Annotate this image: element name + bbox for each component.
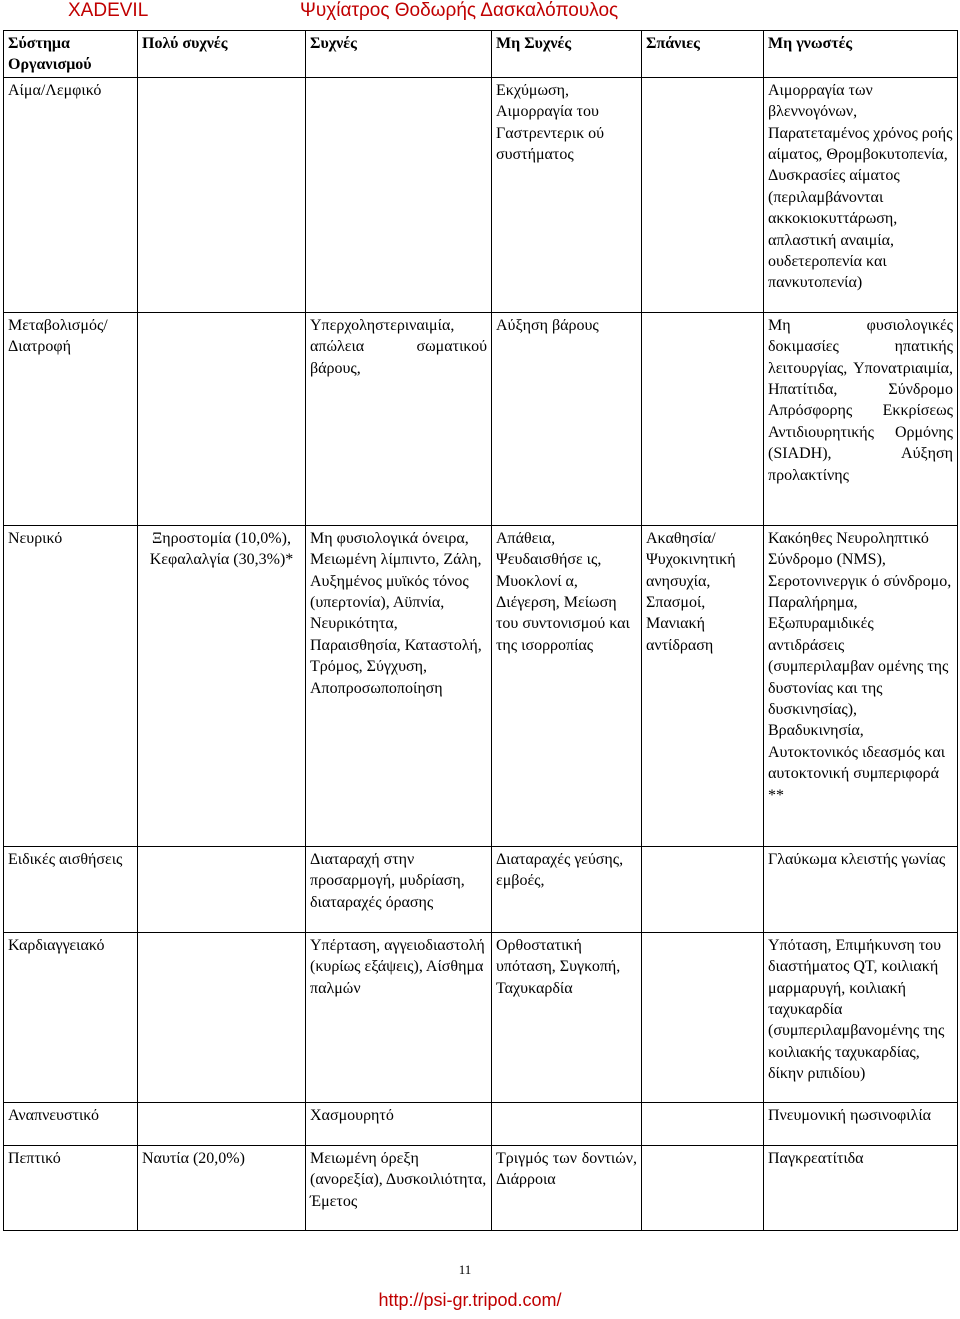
- cell-system: Καρδιαγγειακό: [4, 932, 138, 1102]
- table-row: [4, 312, 958, 525]
- cell-system: Αίμα/Λεμφικό: [4, 77, 138, 312]
- header-author: Ψυχίατρος Θοδωρής Δασκαλόπουλος: [300, 0, 619, 21]
- col-header-rare: Σπάνιες: [642, 31, 764, 78]
- cell-uncommon: Διαταραχές γεύσης, εμβοές,: [492, 846, 642, 932]
- cell-very-common: [138, 77, 306, 312]
- table-row: [4, 846, 958, 932]
- cell-uncommon: Ορθοστατική υπόταση, Συγκοπή, Ταχυκαρδία: [492, 932, 642, 1102]
- cell-common: Μειωμένη όρεξη (ανορεξία), Δυσκοιλιότητα, Έμετος: [306, 1145, 492, 1230]
- cell-system: Αναπνευστικό: [4, 1102, 138, 1145]
- cell-unknown: Παγκρεατίτιδα: [764, 1145, 958, 1230]
- col-header-system: Σύστημα Οργανισμού: [4, 31, 138, 78]
- cell-rare: [642, 1145, 764, 1230]
- cell-rare: [642, 77, 764, 312]
- cell-unknown: Αιμορραγία των βλεννογόνων, Παρατεταμένος χρόνος ροής αίματος, Θρομβοκυτοπενία, Δυσκρασίες αίματος (περιλαμβάνονται ακκοκιοκυττάρωση, απλαστική αναιμία, ουδετεροπενία και πανκυτοπενία): [764, 77, 958, 312]
- cell-rare: [642, 846, 764, 932]
- cell-rare: [642, 312, 764, 525]
- cell-very-common: [138, 846, 306, 932]
- cell-system: Νευρικό: [4, 525, 138, 846]
- cell-very-common: Ξηροστομία (10,0%), Κεφαλαλγία (30,3%)*: [138, 525, 306, 846]
- cell-uncommon: Εκχύμωση, Αιμορραγία του Γαστρεντερικ ού συστήματος: [492, 77, 642, 312]
- footer-url: http://psi-gr.tripod.com/: [378, 1290, 562, 1310]
- cell-unknown: Κακόηθες Νευροληπτικό Σύνδρομο (NMS), Σεροτονινεργικ ό σύνδρομο, Παραλήρημα, Εξωπυραμιδικές αντιδράσεις (συμπεριλαμβαν ομένης της δυστονίας και της δυσκινησίας), Βραδυκινησία, Αυτοκτονικός ιδεασμός και αυτοκτονική συμπεριφορά **: [764, 525, 958, 846]
- table-row: [4, 932, 958, 1102]
- page-number: 11: [458, 1262, 472, 1277]
- table-header-row: [4, 31, 958, 78]
- col-header-very-common: Πολύ συχνές: [138, 31, 306, 78]
- cell-common: Υπερχοληστεριναιμία, απώλεια σωματικού βάρους,: [306, 312, 492, 525]
- cell-rare: Ακαθησία/ Ψυχοκινητική ανησυχία, Σπασμοί, Μανιακή αντίδραση: [642, 525, 764, 846]
- cell-unknown: Μη φυσιολογικές δοκιμασίες ηπατικής λειτουργίας, Υπονατριαιμία, Ηπατίτιδα, Σύνδρομο Απρόσφορης Εκκρίσεως Αντιδιουρητικής Ορμόνης (SIADH), Αύξηση προλακτίνης: [764, 312, 958, 525]
- cell-uncommon: Αύξηση βάρους: [492, 312, 642, 525]
- cell-common: Χασμουρητό: [306, 1102, 492, 1145]
- table-row: [4, 77, 958, 312]
- cell-uncommon: Απάθεια, Ψευδαισθήσε ις, Μυοκλονί α, Διέγερση, Μείωση του συντονισμού και της ισορροπίας: [492, 525, 642, 846]
- cell-common: Μη φυσιολογικά όνειρα, Μειωμένη λίμπιντο, Ζάλη, Αυξημένος μυϊκός τόνος (υπερτονία), Αϋπνία, Νευρικότητα, Παραισθησία, Καταστολή, Τρόμος, Σύγχυση, Αποπροσωποποίηση: [306, 525, 492, 846]
- cell-very-common: [138, 932, 306, 1102]
- cell-rare: [642, 932, 764, 1102]
- table-row: [4, 1145, 958, 1230]
- cell-common: Διαταραχή στην προσαρμογή, μυδρίαση, διαταραχές όρασης: [306, 846, 492, 932]
- cell-rare: [642, 1102, 764, 1145]
- cell-common: Υπέρταση, αγγειοδιαστολή (κυρίως εξάψεις), Αίσθημα παλμών: [306, 932, 492, 1102]
- cell-very-common: [138, 312, 306, 525]
- cell-unknown: Υπόταση, Επιμήκυνση του διαστήματος QT, κοιλιακή μαρμαρυγή, κοιλιακή ταχυκαρδία (συμπεριλαμβανομένης της κοιλιακής ταχυκαρδίας, δίκην ριπιδίου): [764, 932, 958, 1102]
- cell-very-common: [138, 1102, 306, 1145]
- table-row: [4, 1102, 958, 1145]
- col-header-uncommon: Μη Συχνές: [492, 31, 642, 78]
- cell-system: Μεταβολισμός/ Διατροφή: [4, 312, 138, 525]
- cell-system: Πεπτικό: [4, 1145, 138, 1230]
- cell-system: Ειδικές αισθήσεις: [4, 846, 138, 932]
- col-header-common: Συχνές: [306, 31, 492, 78]
- col-header-unknown: Μη γνωστές: [764, 31, 958, 78]
- cell-unknown: Γλαύκωμα κλειστής γωνίας: [764, 846, 958, 932]
- cell-uncommon: Τριγμός των δοντιών, Διάρροια: [492, 1145, 642, 1230]
- cell-unknown: Πνευμονική ηωσινοφιλία: [764, 1102, 958, 1145]
- adverse-effects-table: [3, 30, 958, 1231]
- cell-very-common: Ναυτία (20,0%): [138, 1145, 306, 1230]
- header-left-text: XADEVIL: [68, 0, 149, 21]
- cell-common: [306, 77, 492, 312]
- cell-uncommon: [492, 1102, 642, 1145]
- table-row: [4, 525, 958, 846]
